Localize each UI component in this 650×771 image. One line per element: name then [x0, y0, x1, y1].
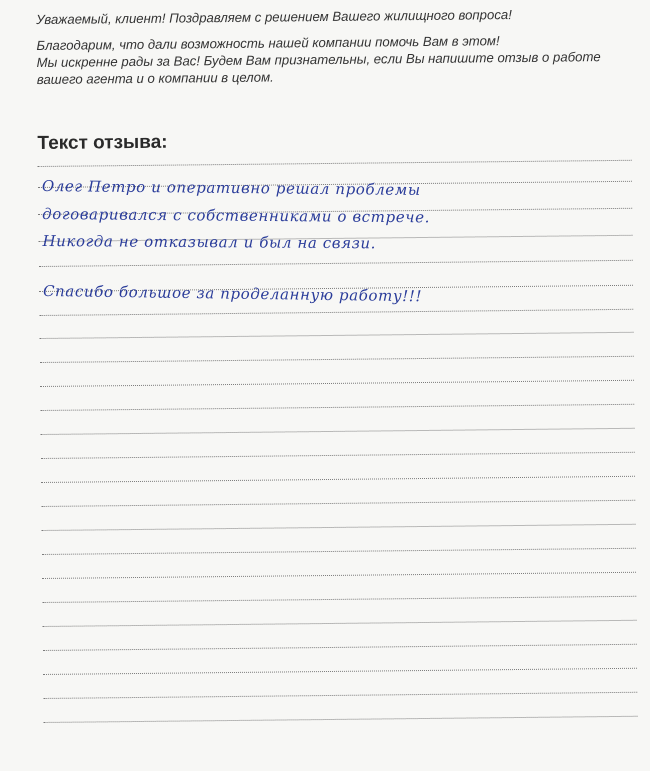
- handwritten-line: Никогда не отказывал и был на связи.: [42, 231, 377, 253]
- ruled-line: [40, 356, 634, 363]
- ruled-line: [39, 309, 633, 316]
- ruled-line: [41, 452, 635, 459]
- ruled-line: [43, 620, 637, 627]
- ruled-line: [44, 716, 638, 723]
- ruled-line: [42, 548, 636, 555]
- ruled-line: [40, 404, 634, 411]
- thanks-text: Благодарим, что дали возможность нашей компании помочь Вам в этом!: [36, 33, 500, 54]
- ruled-line: [38, 160, 632, 167]
- ruled-line: [43, 668, 637, 675]
- ruled-line: [41, 428, 635, 435]
- ruled-line: [39, 260, 633, 267]
- section-title: Текст отзыва:: [37, 131, 168, 155]
- ruled-line: [42, 572, 636, 579]
- ruled-line: [41, 476, 635, 483]
- request-text-continued: вашего агента и о компании в целом.: [36, 69, 274, 88]
- greeting-text: Уважаемый, клиент! Поздравляем с решением Вашего жилищного вопроса!: [36, 7, 512, 28]
- handwritten-line: Олег Петро и оперативно решал проблемы: [41, 176, 421, 199]
- ruled-line: [42, 524, 636, 531]
- ruled-line: [43, 644, 637, 651]
- handwritten-line: договаривался с собственниками о встрече.: [42, 204, 431, 227]
- handwritten-line: Спасибо большое за проделанную работу!!!: [42, 281, 423, 306]
- ruled-line: [41, 500, 635, 507]
- intro-text: [36, 5, 627, 88]
- ruled-line: [40, 332, 634, 339]
- ruled-line: [42, 596, 636, 603]
- request-text: Мы искренне рады за Вас! Будем Вам признательны, если Вы напишите отзыв о работе: [36, 49, 601, 71]
- ruled-line: [43, 692, 637, 699]
- ruled-line: [40, 380, 634, 387]
